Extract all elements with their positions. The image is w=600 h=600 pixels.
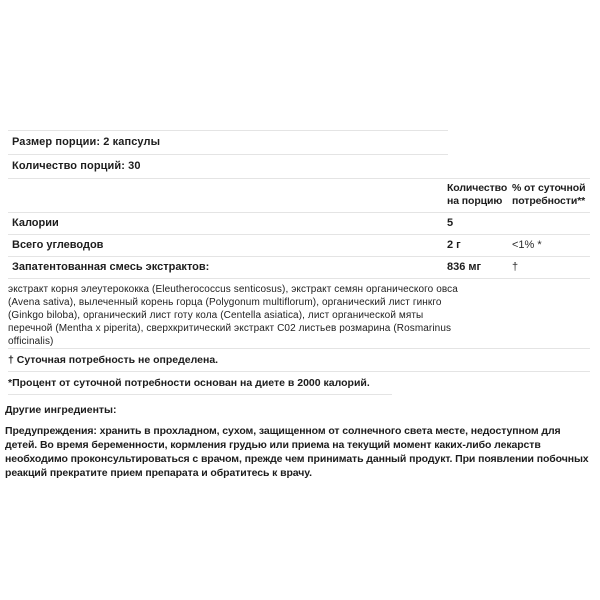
footnote-dagger-text: † Суточная потребность не определена. xyxy=(8,354,219,366)
warnings-text: Предупреждения: хранить в прохладном, сухом, защищенном от солнечного света месте, недоступном для детей. Во время беременности, кормления грудью или приема на текущий момент каких-либо лекарств необходимо проконсультироваться с врачом, прежде чем принимать данный продукт. При появлении побочных реакций прекратите прием препарата и обратитесь к врачу. xyxy=(5,425,589,479)
footnote-asterisk xyxy=(8,371,590,394)
fact-label: Запатентованная смесь экстрактов: xyxy=(12,261,210,273)
footnote-dagger xyxy=(8,348,590,371)
fact-row-total-carbs xyxy=(8,234,590,256)
fact-label: Всего углеводов xyxy=(12,239,104,251)
fact-row-calories xyxy=(8,212,590,234)
blend-description: экстракт корня элеутерококка (Eleutherococcus senticosus), экстракт семян органического овса (Avena sativa), вылеченный корень горца (Polygonum multiflorum), органический лист гинкго (Ginkgo biloba), органический лист готу кола (Centella asiatica), лист органической мяты перечной (Mentha x piperita), сверхкритический экстракт C02 листьев розмарина (Rosmarinus officinalis) xyxy=(8,284,458,347)
footnotes-bottom-divider xyxy=(8,394,392,395)
serving-size-row xyxy=(8,130,448,154)
supplement-facts-panel xyxy=(5,130,590,480)
table-bottom-divider xyxy=(8,278,590,279)
fact-daily-value xyxy=(512,217,590,229)
col-header-amount-per-serving: Количество на порцию xyxy=(447,182,508,207)
fact-label: Калории xyxy=(12,217,59,229)
col-header-daily-value: % от суточной потребности** xyxy=(512,182,586,207)
fact-amount: 5 xyxy=(447,217,454,229)
serving-size-text: Размер порции: 2 капсулы xyxy=(12,136,161,148)
servings-count-text: Количество порций: 30 xyxy=(12,160,141,172)
footnote-asterisk-text: *Процент от суточной потребности основан на диете в 2000 калорий. xyxy=(8,377,370,389)
fact-daily-value: <1% * xyxy=(512,239,542,251)
fact-row-proprietary-blend xyxy=(8,256,590,278)
facts-header-row xyxy=(8,178,590,212)
fact-daily-value: † xyxy=(512,261,519,273)
fact-amount: 2 г xyxy=(447,239,461,251)
col-header-blank xyxy=(8,182,447,207)
fact-amount: 836 мг xyxy=(447,261,482,273)
other-ingredients-heading: Другие ингредиенты: xyxy=(5,404,117,416)
servings-count-row xyxy=(8,154,448,178)
